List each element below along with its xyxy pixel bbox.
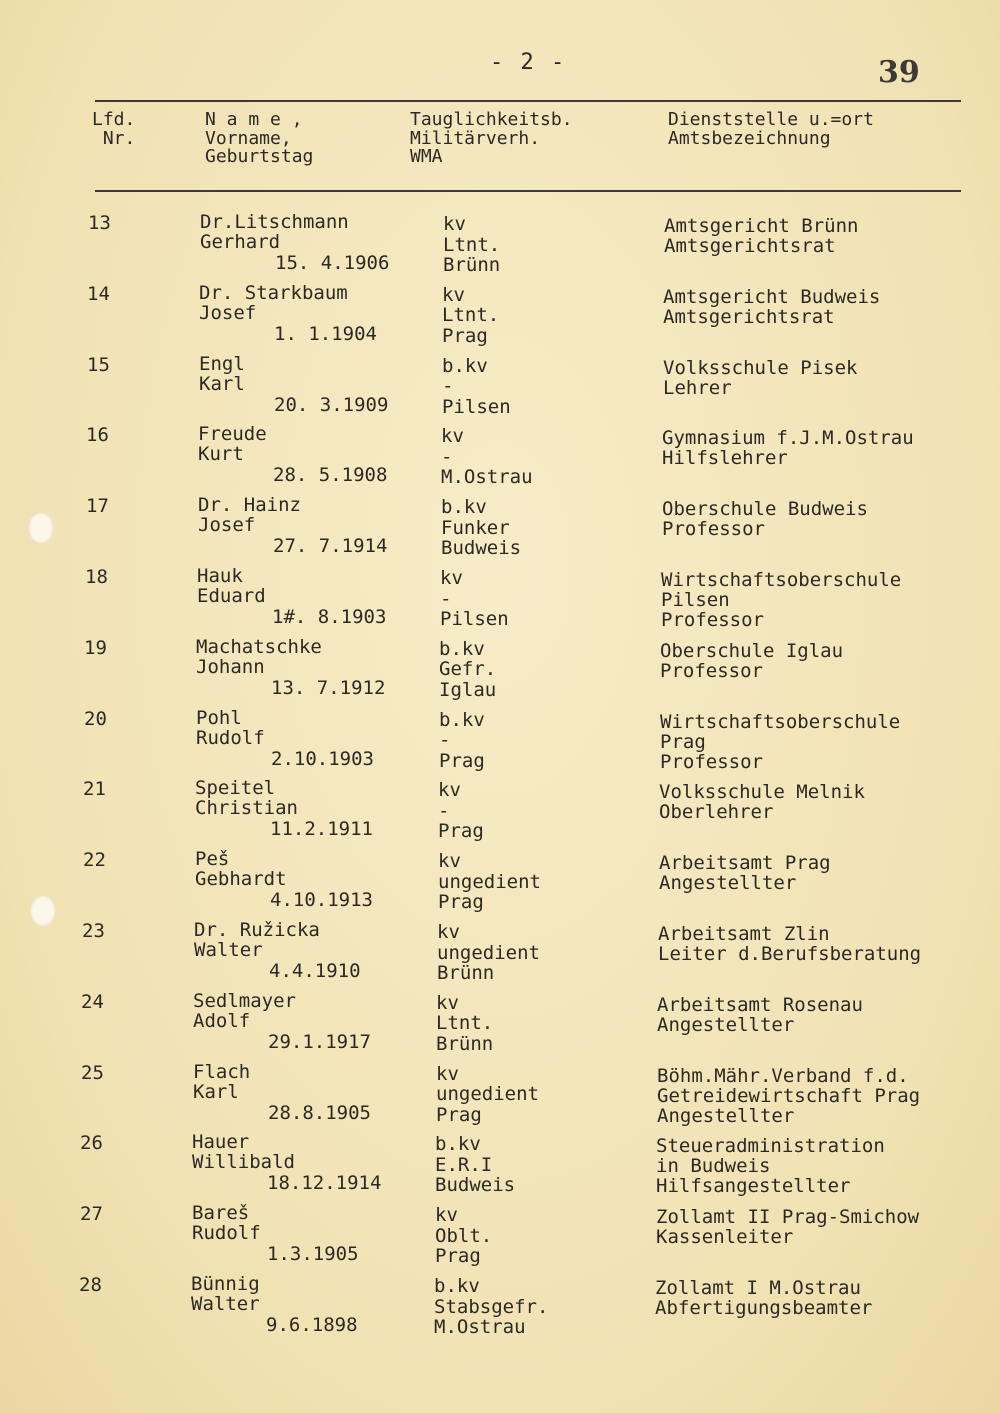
service-post-line: Wirtschaftsoberschule <box>660 710 901 733</box>
birth-date: 27. 7.1914 <box>273 535 388 558</box>
header-name: N a m e , Vorname, Geburtstag <box>205 109 314 167</box>
wma-location: Pilsen <box>442 395 511 418</box>
entry-row <box>0 495 1000 565</box>
service-post-line: Getreidewirtschaft Prag <box>657 1084 921 1107</box>
surname: Dr. Hainz <box>198 494 301 517</box>
service-post <box>659 853 831 893</box>
given-name: Kurt <box>198 443 244 466</box>
wma-location: Pilsen <box>440 608 509 630</box>
entry-number: 27 <box>80 1203 103 1226</box>
entry-row <box>0 283 1000 353</box>
entry-number: 19 <box>84 636 107 659</box>
fitness-class: b.kv <box>442 354 488 377</box>
military-status <box>441 426 533 488</box>
birth-date: 11.2.1911 <box>270 818 373 841</box>
service-post-line: Volksschule Melnik <box>659 781 865 804</box>
entry-name <box>195 849 287 889</box>
military-rank: Gefr. <box>439 658 497 681</box>
service-post-line: Oberlehrer <box>659 801 774 824</box>
fitness-class: kv <box>438 779 461 802</box>
service-post-line: Professor <box>660 659 763 682</box>
entry-number: 28 <box>79 1274 102 1296</box>
birth-date: 1.3.1905 <box>267 1243 359 1266</box>
service-post-line: Prag <box>660 730 706 753</box>
military-rank: - <box>441 445 453 468</box>
service-post-line: Amtsgericht Budweis <box>663 285 881 308</box>
folio-number: 39 <box>878 55 920 90</box>
given-name: Karl <box>199 372 245 395</box>
entry-name <box>197 566 266 606</box>
military-rank: ungedient <box>436 1083 539 1106</box>
given-name: Christian <box>195 797 298 820</box>
birth-date: 28.8.1905 <box>268 1101 371 1124</box>
birth-date: 18.12.1914 <box>267 1172 382 1195</box>
birth-date: 13. 7.1912 <box>271 676 386 699</box>
surname: Flach <box>193 1060 251 1083</box>
service-post-line: Böhm.Mähr.Verband f.d. <box>657 1064 909 1087</box>
entry-row <box>0 991 1000 1061</box>
entry-name <box>193 1062 250 1102</box>
birth-date: 15. 4.1906 <box>275 252 390 274</box>
wma-location: Brünn <box>436 1032 494 1055</box>
wma-location: Prag <box>442 324 488 347</box>
military-status <box>434 1276 548 1338</box>
service-post-line: Arbeitsamt Prag <box>659 852 831 875</box>
service-post-line: Steueradministration <box>656 1135 885 1158</box>
given-name: Willibald <box>192 1151 295 1174</box>
service-post-line: Gymnasium f.J.M.Ostrau <box>662 427 914 450</box>
service-post <box>656 1136 885 1196</box>
entry-name <box>193 991 296 1031</box>
service-post-line: Amtsgericht Brünn <box>664 215 859 237</box>
entry-name <box>199 283 348 323</box>
entry-name <box>196 708 265 748</box>
service-post-line: Wirtschaftsoberschule <box>661 569 902 591</box>
service-post <box>658 924 921 964</box>
military-rank: - <box>440 587 452 610</box>
fitness-class: b.kv <box>439 708 485 731</box>
wma-location: Brünn <box>443 254 501 276</box>
service-post <box>655 1278 872 1318</box>
military-status <box>440 568 509 630</box>
header-lfd-nr: Lfd. Nr. <box>92 109 136 149</box>
entry-number: 18 <box>85 566 108 588</box>
entry-number: 24 <box>81 990 104 1013</box>
fitness-class: kv <box>437 921 460 943</box>
service-post-line: Volksschule Pisek <box>663 356 858 379</box>
military-status <box>439 639 496 701</box>
entry-row <box>0 566 1000 636</box>
entry-number: 13 <box>88 212 111 234</box>
military-status <box>443 214 500 276</box>
military-status <box>441 497 521 559</box>
entry-row <box>0 354 1000 424</box>
service-post-line: Lehrer <box>663 376 732 399</box>
service-post-line: Professor <box>661 609 764 631</box>
given-name: Josef <box>198 514 256 537</box>
service-post-line: Angestellter <box>659 872 797 895</box>
military-rank: - <box>439 729 451 752</box>
fitness-class: kv <box>443 213 466 235</box>
entry-name <box>192 1132 295 1172</box>
entry-row <box>0 708 1000 778</box>
given-name: Eduard <box>197 585 266 607</box>
military-status <box>442 285 499 347</box>
wma-location: M.Ostrau <box>441 466 533 489</box>
entry-row <box>0 849 1000 919</box>
surname: Sedlmayer <box>193 989 296 1012</box>
header-tauglichkeit: Tauglichkeitsb. Militärverh. WMA <box>410 109 573 167</box>
service-post <box>660 712 900 772</box>
entry-number: 15 <box>87 353 110 376</box>
service-post-line: Amtsgerichtsrat <box>664 235 836 257</box>
given-name: Rudolf <box>192 1222 261 1245</box>
service-post-line: Angestellter <box>657 1104 795 1127</box>
entry-row <box>0 1203 1000 1273</box>
military-status <box>436 993 493 1055</box>
service-post <box>662 499 868 539</box>
page-number: - 2 - <box>490 50 567 75</box>
service-post-line: Professor <box>662 518 765 541</box>
entry-name <box>200 212 349 252</box>
birth-date: 9.6.1898 <box>266 1314 358 1336</box>
service-post-line: Professor <box>660 750 763 773</box>
military-status <box>436 1064 539 1126</box>
military-status <box>439 710 485 772</box>
service-post-line: Oberschule Iglau <box>660 639 844 662</box>
service-post-line: Hilfslehrer <box>662 447 788 470</box>
service-post <box>657 995 863 1035</box>
entry-name <box>196 637 322 677</box>
service-post-line: Arbeitsamt Zlin <box>658 923 830 945</box>
military-rank: Ltnt. <box>442 304 500 327</box>
service-post-line: Hilfsangestellter <box>656 1175 851 1198</box>
military-rank: - <box>442 375 454 398</box>
birth-date: 2.10.1903 <box>271 747 374 770</box>
entry-number: 20 <box>84 707 107 730</box>
fitness-class: kv <box>442 283 465 306</box>
entry-name <box>198 495 301 535</box>
military-rank: - <box>438 799 450 822</box>
service-post-line: Pilsen <box>661 589 730 611</box>
wma-location: M.Ostrau <box>434 1316 526 1338</box>
entry-row <box>0 212 1000 282</box>
wma-location: Budweis <box>435 1174 516 1197</box>
fitness-class: kv <box>436 991 459 1014</box>
military-status <box>438 851 541 913</box>
service-post <box>659 782 865 822</box>
surname: Machatschke <box>196 635 322 658</box>
military-rank: ungedient <box>438 870 541 893</box>
surname: Pohl <box>196 706 242 729</box>
entry-name <box>198 424 267 464</box>
wma-location: Brünn <box>437 962 495 984</box>
service-post-line: Leiter d.Berufsberatung <box>658 943 922 965</box>
fitness-class: kv <box>440 567 463 589</box>
surname: Dr.Litschmann <box>200 211 349 233</box>
given-name: Rudolf <box>196 726 265 749</box>
wma-location: Prag <box>439 749 485 772</box>
entry-row <box>0 1062 1000 1132</box>
military-status <box>442 356 511 418</box>
birth-date: 4.4.1910 <box>269 960 361 982</box>
entry-name <box>194 920 320 960</box>
entry-row <box>0 778 1000 848</box>
military-status <box>437 922 540 984</box>
surname: Engl <box>199 352 245 375</box>
service-post <box>662 428 914 468</box>
service-post <box>663 287 880 327</box>
military-status <box>435 1134 515 1196</box>
service-post-line: Zollamt II Prag-Smichow <box>656 1206 920 1229</box>
header-bottom-rule <box>95 190 961 192</box>
given-name: Adolf <box>193 1009 251 1032</box>
entry-name <box>199 354 245 394</box>
given-name: Walter <box>194 939 263 961</box>
service-post <box>660 641 843 681</box>
service-post-line: Arbeitsamt Rosenau <box>657 993 863 1016</box>
service-post-line: Amtsgerichtsrat <box>663 305 835 328</box>
birth-date: 1#. 8.1903 <box>272 606 387 628</box>
fitness-class: b.kv <box>441 496 487 519</box>
surname: Freude <box>198 423 267 446</box>
wma-location: Prag <box>436 1103 482 1126</box>
given-name: Gebhardt <box>195 868 287 891</box>
fitness-class: b.kv <box>434 1275 480 1297</box>
entry-row <box>0 920 1000 990</box>
given-name: Walter <box>191 1293 260 1315</box>
header-dienststelle: Dienststelle u.=ort Amtsbezeichnung <box>668 109 874 149</box>
birth-date: 1. 1.1904 <box>274 322 377 345</box>
entry-row <box>0 1132 1000 1202</box>
fitness-class: kv <box>441 425 464 448</box>
surname: Peš <box>195 848 230 871</box>
entry-row <box>0 424 1000 494</box>
given-name: Josef <box>199 301 257 324</box>
birth-date: 29.1.1917 <box>268 1030 371 1053</box>
birth-date: 4.10.1913 <box>270 889 373 912</box>
birth-date: 28. 5.1908 <box>273 464 388 487</box>
military-rank: E.R.I <box>435 1153 493 1176</box>
surname: Dr. Starkbaum <box>199 281 348 304</box>
surname: Dr. Ružicka <box>194 919 320 941</box>
fitness-class: kv <box>438 850 461 873</box>
entry-number: 14 <box>87 282 110 305</box>
given-name: Gerhard <box>200 231 281 253</box>
service-post <box>664 216 858 256</box>
entry-number: 22 <box>83 849 106 872</box>
military-rank: Oblt. <box>435 1224 493 1247</box>
birth-date: 20. 3.1909 <box>274 393 389 416</box>
entry-name <box>195 778 298 818</box>
entry-number: 17 <box>86 495 109 518</box>
entry-number: 25 <box>81 1061 104 1084</box>
wma-location: Prag <box>438 891 484 914</box>
service-post-line: Zollamt I M.Ostrau <box>655 1277 861 1299</box>
military-status <box>435 1205 492 1267</box>
surname: Hauk <box>197 565 243 587</box>
service-post <box>656 1207 919 1247</box>
service-post <box>663 358 857 398</box>
fitness-class: kv <box>436 1062 459 1085</box>
service-post <box>657 1066 920 1126</box>
surname: Hauer <box>192 1131 250 1154</box>
military-rank: Stabsgefr. <box>434 1295 549 1318</box>
entry-number: 26 <box>80 1132 103 1155</box>
wma-location: Prag <box>438 820 484 843</box>
service-post-line: in Budweis <box>656 1155 771 1178</box>
entry-number: 23 <box>82 920 105 942</box>
entry-row <box>0 637 1000 707</box>
wma-location: Iglau <box>439 678 497 701</box>
given-name: Karl <box>193 1080 239 1103</box>
header-top-rule <box>95 100 961 102</box>
wma-location: Budweis <box>441 537 522 560</box>
military-rank: Ltnt. <box>443 233 501 256</box>
military-rank: Funker <box>441 516 510 539</box>
surname: Bareš <box>192 1202 250 1225</box>
service-post-line: Abfertigungsbeamter <box>655 1297 873 1319</box>
entry-name <box>191 1274 260 1314</box>
surname: Bünnig <box>191 1273 260 1295</box>
service-post-line: Kassenleiter <box>656 1226 794 1249</box>
fitness-class: b.kv <box>439 637 485 660</box>
surname: Speitel <box>195 777 276 800</box>
entry-row <box>0 1274 1000 1344</box>
entry-number: 21 <box>83 778 106 801</box>
wma-location: Prag <box>435 1245 481 1268</box>
entry-number: 16 <box>86 424 109 447</box>
given-name: Johann <box>196 655 265 678</box>
fitness-class: kv <box>435 1204 458 1227</box>
military-status <box>438 780 484 842</box>
entry-name <box>192 1203 261 1243</box>
military-rank: Ltnt. <box>436 1012 494 1035</box>
military-rank: ungedient <box>437 941 540 964</box>
fitness-class: b.kv <box>435 1133 481 1156</box>
service-post <box>661 570 901 630</box>
service-post-line: Oberschule Budweis <box>662 498 868 521</box>
service-post-line: Angestellter <box>657 1013 795 1036</box>
